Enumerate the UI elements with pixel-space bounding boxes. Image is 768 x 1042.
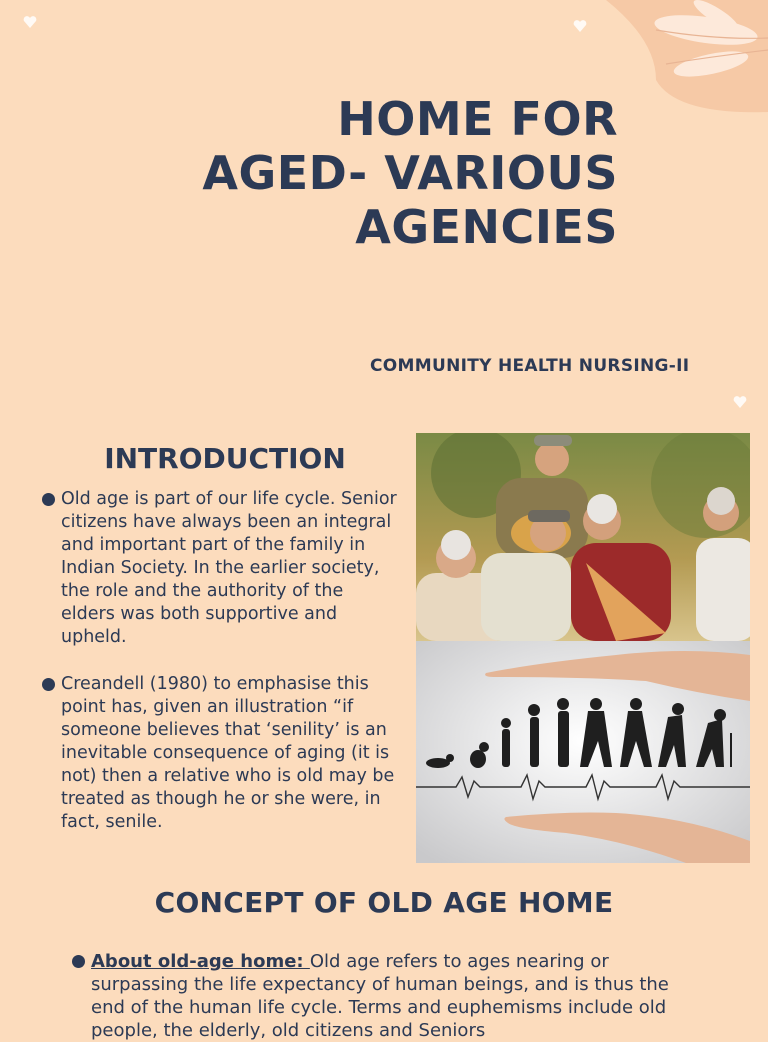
heart-icon bbox=[22, 14, 38, 30]
elderly-group-photo bbox=[416, 433, 750, 641]
leaf-decoration-icon bbox=[596, 0, 768, 115]
bullet-icon bbox=[42, 678, 55, 691]
heart-icon bbox=[732, 394, 748, 410]
introduction-heading: INTRODUCTION bbox=[104, 442, 346, 475]
list-item bbox=[42, 488, 402, 649]
title-line: HOME FOR bbox=[337, 92, 618, 146]
aging-stages-image bbox=[416, 641, 750, 863]
list-item bbox=[42, 673, 402, 834]
bullet-text bbox=[91, 950, 682, 1042]
bullet-text: Old age is part of our life cycle. Senior citizens have always been an integral and important part of the family in Indian Society. In the earlier society, the role and the authority of the elders was both supportive and upheld. bbox=[61, 489, 397, 647]
bullet-body: Old age refers to ages nearing or surpassing the life expectancy of human beings, and is thus the end of the human life cycle. Terms and euphemisms include old people, the elderly, old citizens and Seniors bbox=[91, 951, 669, 1041]
bullet-text: Creandell (1980) to emphasise this point has, given an illustration “if someone believes that ‘senility’ is an inevitable consequence of aging (it is not) then a relative who is old may be treated as though he or she were, in fact, senile. bbox=[61, 674, 395, 832]
bullet-label: About old-age home: bbox=[91, 951, 310, 972]
title-line: AGENCIES bbox=[355, 200, 618, 254]
page-subtitle: COMMUNITY HEALTH NURSING-II bbox=[370, 356, 690, 376]
heart-icon bbox=[572, 18, 588, 34]
concept-heading: CONCEPT OF OLD AGE HOME bbox=[154, 886, 614, 919]
page-title bbox=[202, 92, 618, 254]
title-line: AGED- VARIOUS bbox=[202, 146, 618, 200]
bullet-icon bbox=[72, 955, 85, 968]
bullet-icon bbox=[42, 493, 55, 506]
list-item bbox=[72, 950, 682, 1042]
